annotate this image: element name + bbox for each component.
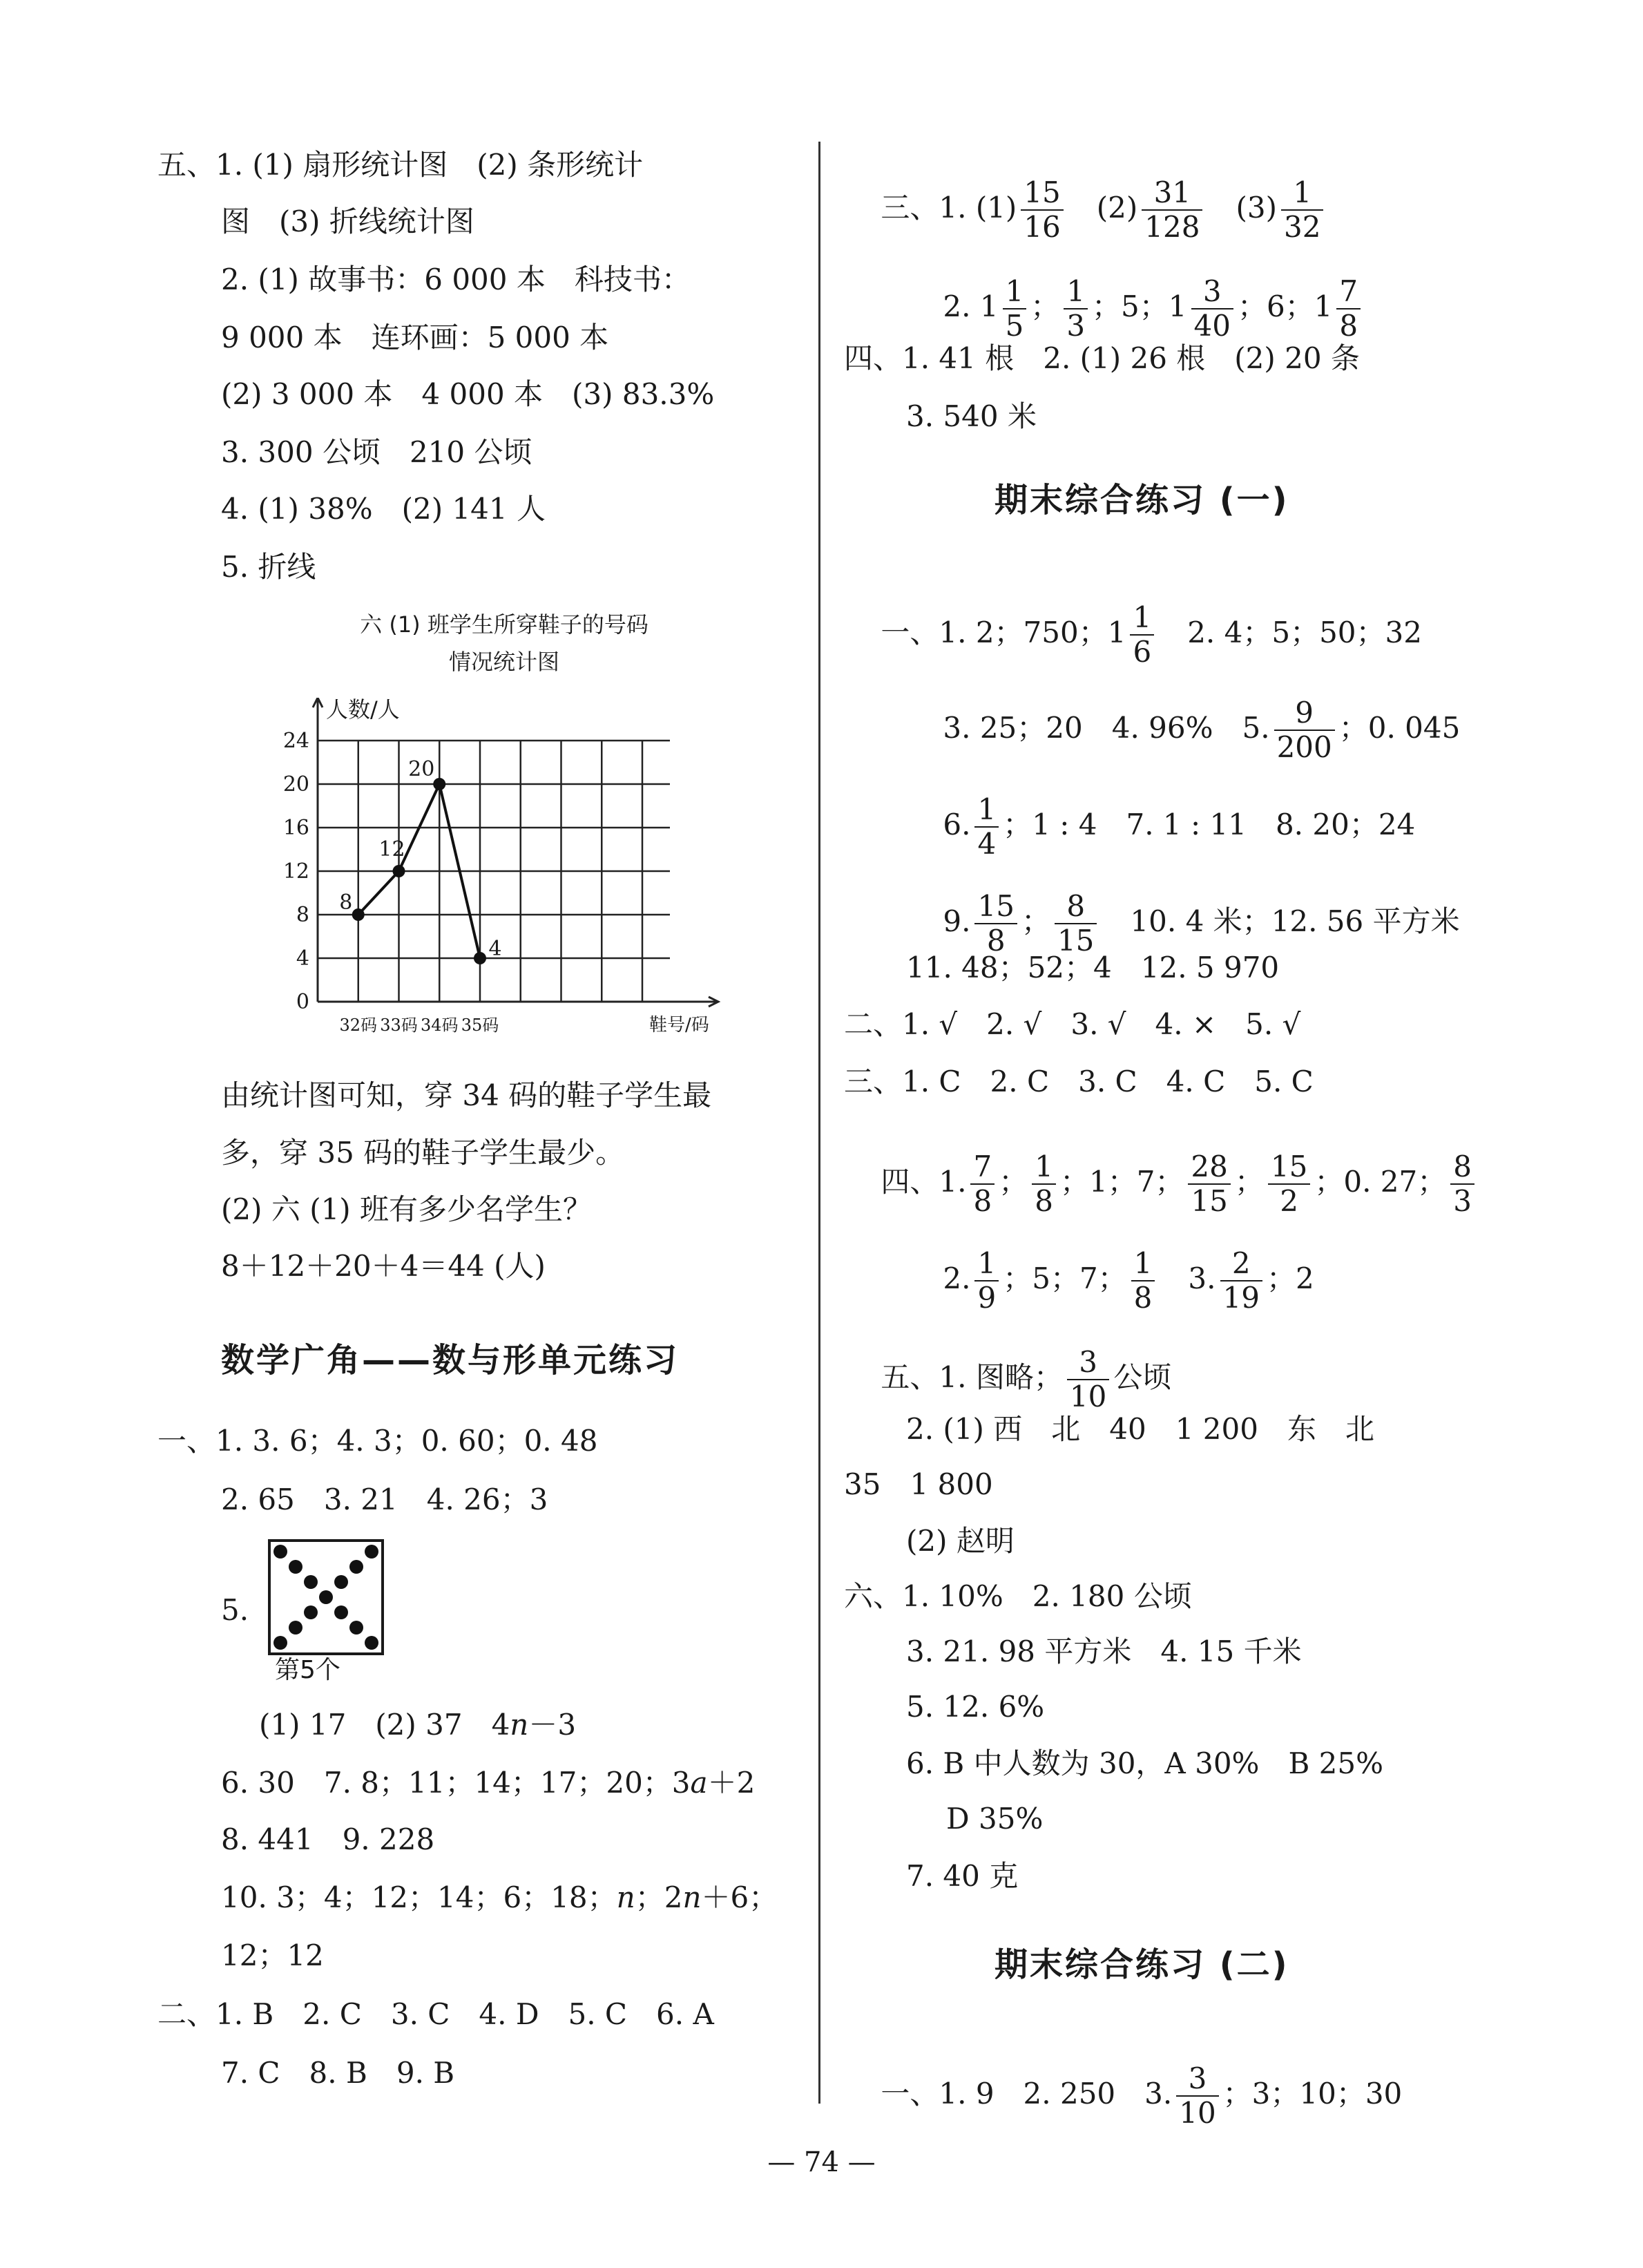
x-tick-label: 34码 <box>420 1016 459 1035</box>
right-q4-line2: 2. $\frac{1}{9}$ ；5；7； $\frac{1}{8}$ 3. $\frac{2}{19}$ ；2 <box>943 1246 1314 1315</box>
left-sec1-line2: 2. 65 3. 21 4. 26；3 <box>221 1483 548 1516</box>
left-after-chart-line1: 由统计图可知，穿 34 码的鞋子学生最 <box>221 1078 712 1112</box>
column-divider <box>818 142 820 2104</box>
fraction: $\frac{3}{10}$ <box>1176 2064 1218 2128</box>
pattern-dot <box>349 1621 363 1635</box>
x-tick-label: 32码 <box>339 1016 378 1035</box>
data-label: 20 <box>408 757 435 781</box>
left-sec2-line2: 7. C 8. B 9. B <box>221 2056 455 2090</box>
fraction: $\frac{31}{128}$ <box>1142 178 1202 242</box>
fraction: $\frac{3}{40}$ <box>1191 276 1233 341</box>
right-sec4-line1: 四、1. 41 根 2. (1) 26 根 (2) 20 条 <box>844 341 1360 375</box>
section-title-number-shape: 数学广角——数与形单元练习 <box>221 1341 680 1380</box>
fraction: $\frac{15}{16}$ <box>1021 178 1063 242</box>
data-label: 4 <box>488 937 502 961</box>
pattern-dot <box>334 1575 348 1589</box>
x-tick-label: 33码 <box>380 1016 418 1035</box>
pattern-dot <box>334 1605 348 1619</box>
right-q5-line3: 35 1 800 <box>844 1467 993 1501</box>
data-point <box>474 952 486 964</box>
fraction: $\frac{1}{32}$ <box>1281 178 1323 242</box>
left-after-chart-line3: (2) 六 (1) 班有多少名学生？ <box>221 1192 593 1226</box>
right-q1-line3: 6. $\frac{1}{4}$ ；1 : 4 7. 1 : 11 8. 20；24 <box>943 792 1416 861</box>
y-tick-label: 12 <box>282 859 309 884</box>
left-sec1-q5-label: 5. <box>221 1593 249 1627</box>
right-q1-line1: 一、1. 2；750；1 $\frac{1}{6}$ 2. 4；5；50；32 <box>881 600 1422 669</box>
left-after-chart-line2: 多，穿 35 码的鞋子学生最少。 <box>221 1136 625 1170</box>
pattern-dot <box>319 1590 333 1604</box>
section-title-final-1: 期末综合练习 (一) <box>995 481 1289 520</box>
y-tick-label: 4 <box>296 946 309 971</box>
section-title-final-2: 期末综合练习 (二) <box>995 1945 1289 1984</box>
fraction: $\frac{1}{5}$ <box>1003 276 1027 341</box>
data-label: 8 <box>339 890 353 915</box>
fraction: $\frac{1}{8}$ <box>1131 1248 1155 1313</box>
pattern-dot <box>365 1545 378 1559</box>
y-tick-label: 16 <box>282 816 309 840</box>
right-q1-line2: 3. 25；20 4. 96% 5. $\frac{9}{200}$ ；0. 045 <box>943 696 1461 765</box>
chart-caption-line2: 情况统计图 <box>448 649 559 675</box>
data-point <box>352 908 365 921</box>
left-sec1-line8: 12；12 <box>221 1938 324 1972</box>
right-q6-line6: 7. 40 克 <box>906 1859 1019 1893</box>
y-tick-label: 0 <box>296 990 309 1014</box>
right-q6-line1: 六、1. 10% 2. 180 公顷 <box>844 1579 1192 1613</box>
left-sec1-line4: (1) 17 (2) 37 4n－3 <box>259 1708 577 1742</box>
data-point <box>393 865 405 877</box>
y-tick-label: 8 <box>296 903 309 927</box>
fraction: $\frac{1}{3}$ <box>1064 276 1088 341</box>
fraction: $\frac{2}{19}$ <box>1220 1248 1262 1313</box>
right-q3: 三、1. C 2. C 3. C 4. C 5. C <box>844 1065 1314 1098</box>
fraction: $\frac{8}{3}$ <box>1450 1152 1474 1217</box>
pattern-dot <box>304 1605 318 1619</box>
fraction: $\frac{7}{8}$ <box>1336 276 1361 341</box>
fraction: $\frac{1}{9}$ <box>974 1248 999 1313</box>
right-q4-line1: 四、1. $\frac{7}{8}$ ； $\frac{1}{8}$ ；1；7； $\frac{28}{15}$ ； $\frac{15}{2}$ ；0. 27； $\frac{8}{3}$ <box>844 1123 1479 1246</box>
right-q1-line5: 11. 48；52；4 12. 5 970 <box>906 951 1280 984</box>
fraction: $\frac{9}{200}$ <box>1274 698 1335 763</box>
right-q5-line2: 2. (1) 西 北 40 1 200 东 北 <box>906 1412 1374 1446</box>
figure-caption: 第5个 <box>275 1656 340 1684</box>
fraction: $\frac{28}{15}$ <box>1188 1152 1230 1217</box>
pattern-dot <box>365 1636 378 1650</box>
shoe-size-line-chart <box>262 698 746 1064</box>
left-sec2-line1: 二、1. B 2. C 3. C 4. D 5. C 6. A <box>157 1997 714 2031</box>
y-axis-label: 人数/人 <box>326 698 400 723</box>
y-tick-label: 20 <box>282 772 309 797</box>
left-sec5-line3: 2. (1) 故事书：6 000 本 科技书： <box>221 263 691 296</box>
left-sec5-line2: 图 (3) 折线统计图 <box>221 204 474 238</box>
right-q1-line4: 9. $\frac{15}{8}$ ； $\frac{8}{15}$ 10. 4 米；12. 56 平方米 <box>943 889 1460 958</box>
fraction: $\frac{1}{6}$ <box>1130 602 1154 667</box>
left-sec5-line1: 五、1. (1) 扇形统计图 (2) 条形统计 <box>157 148 644 182</box>
right-last-line1: 一、1. 9 2. 250 3. $\frac{3}{10}$ ；3；10；30 <box>881 2061 1403 2131</box>
left-sec1-line5: 6. 30 7. 8；11；14；17；20；3a＋2 <box>221 1766 756 1800</box>
fraction: $\frac{15}{2}$ <box>1268 1152 1310 1217</box>
x-dot-pattern <box>271 1542 381 1652</box>
left-sec1-line7: 10. 3；4；12；14；6；18；n；2n＋6； <box>221 1880 778 1914</box>
left-sec5-line4: 9 000 本 连环画：5 000 本 <box>221 321 609 354</box>
right-q6-line2: 3. 21. 98 平方米 4. 15 千米 <box>906 1635 1302 1668</box>
data-label: 12 <box>378 837 405 861</box>
x-tick-label: 35码 <box>461 1016 499 1035</box>
right-sec4-line2: 3. 540 米 <box>906 399 1037 433</box>
left-after-chart-line4: 8＋12＋20＋4＝44 (人) <box>221 1249 546 1283</box>
data-point <box>433 778 445 790</box>
pattern-dot <box>273 1636 287 1650</box>
pattern-dot <box>304 1575 318 1589</box>
fraction: $\frac{1}{4}$ <box>974 794 999 859</box>
page-number: — 74 — <box>767 2146 876 2178</box>
left-sec5-line8: 5. 折线 <box>221 550 316 584</box>
right-sec3-line2: 2. 1 $\frac{1}{5}$ ； $\frac{1}{3}$ ；5；1 $\frac{3}{40}$ ；6；1 $\frac{7}{8}$ <box>906 247 1365 370</box>
x-axis-label: 鞋号/码 <box>649 1015 709 1036</box>
left-sec1-line6: 8. 441 9. 228 <box>221 1822 435 1856</box>
right-q6-line5: D 35% <box>946 1802 1044 1836</box>
left-sec1-line1: 一、1. 3. 6；4. 3；0. 60；0. 48 <box>157 1424 598 1458</box>
right-q5-line1: 五、1. 图略； $\frac{3}{10}$ 公顷 <box>881 1345 1172 1414</box>
left-sec5-line6: 3. 300 公顷 210 公顷 <box>221 435 532 469</box>
right-sec3-line1: 三、1. (1) $\frac{15}{16}$ (2) $\frac{31}{128}$ (3) $\frac{1}{32}$ <box>844 149 1327 271</box>
fraction: $\frac{7}{8}$ <box>970 1152 995 1217</box>
right-q6-line3: 5. 12. 6% <box>906 1690 1045 1724</box>
fraction: $\frac{15}{8}$ <box>974 891 1017 956</box>
chart-caption-line1: 六 (1) 班学生所穿鞋子的号码 <box>360 611 648 638</box>
pattern-dot <box>349 1560 363 1574</box>
y-tick-label: 24 <box>282 729 309 753</box>
fraction: $\frac{3}{10}$ <box>1067 1347 1109 1412</box>
right-q6-line4: 6. B 中人数为 30，A 30% B 25% <box>906 1746 1384 1780</box>
left-sec5-line5: (2) 3 000 本 4 000 本 (3) 83.3% <box>221 377 715 411</box>
right-q2: 二、1. √ 2. √ 3. √ 4. × 5. √ <box>844 1007 1301 1041</box>
fraction: $\frac{1}{8}$ <box>1032 1152 1056 1217</box>
pattern-dot <box>273 1545 287 1559</box>
x-dot-pattern-figure <box>268 1539 384 1655</box>
fraction: $\frac{8}{15}$ <box>1055 891 1097 956</box>
left-sec5-line7: 4. (1) 38% (2) 141 人 <box>221 492 546 526</box>
pattern-dot <box>289 1560 302 1574</box>
right-q5-line4: (2) 赵明 <box>906 1524 1015 1558</box>
pattern-dot <box>289 1621 302 1635</box>
